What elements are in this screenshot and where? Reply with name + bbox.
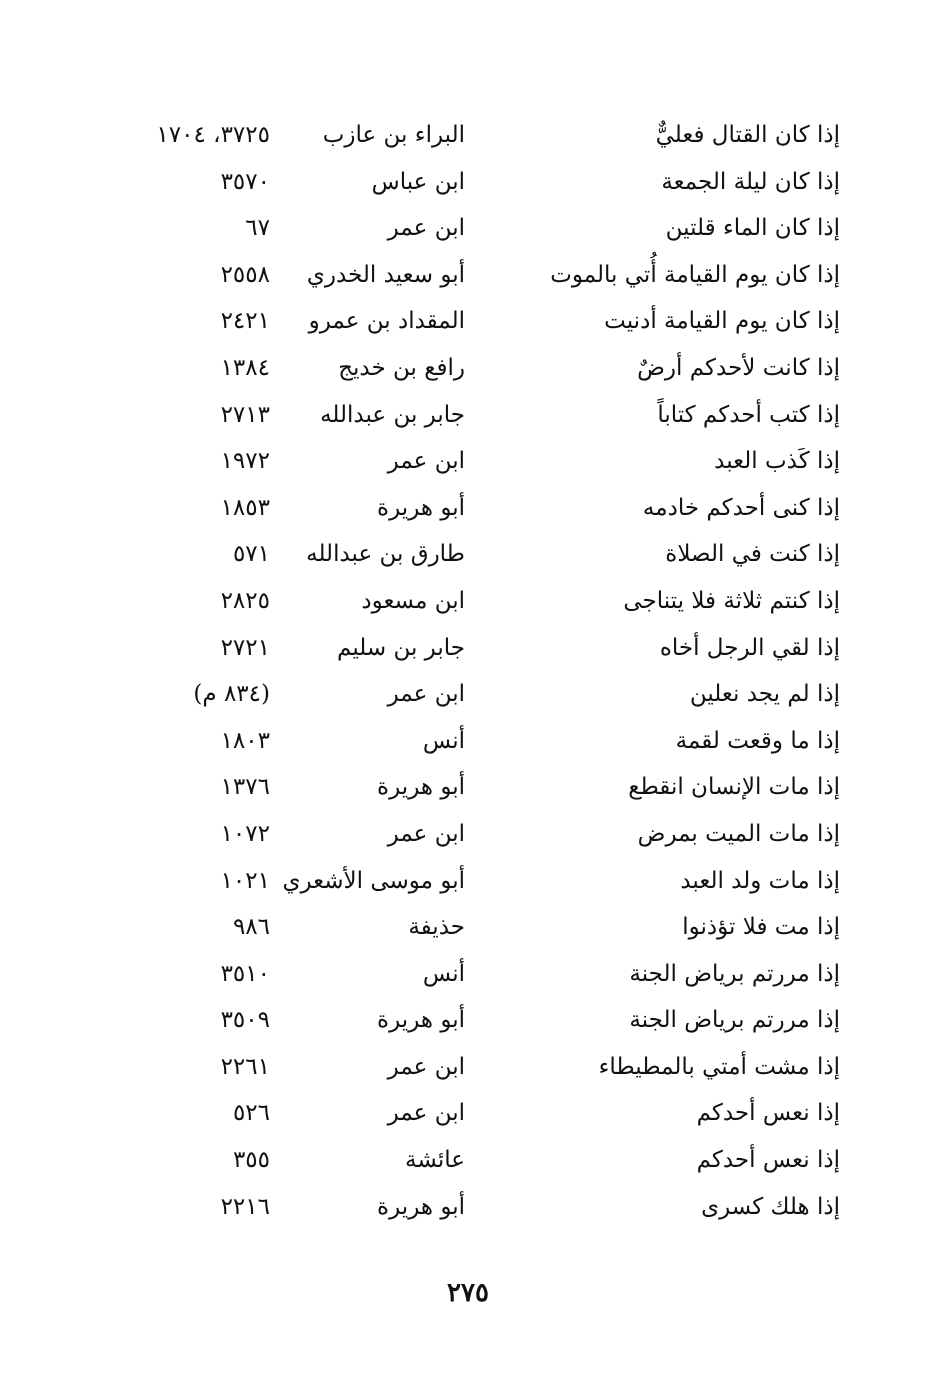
index-row <box>130 764 840 811</box>
narrator-name: طارق بن عبدالله <box>306 541 465 568</box>
hadith-text: إذا نعس أحدكم <box>696 1100 840 1127</box>
hadith-number: ٣٥٠٩ <box>220 1007 270 1034</box>
hadith-text: إذا مات ولد العبد <box>680 867 840 894</box>
index-row <box>130 1044 840 1091</box>
hadith-text: إذا كنى أحدكم خادمه <box>642 494 840 521</box>
hadith-number: ٢٤٢١ <box>220 308 270 335</box>
narrator-name: عائشة <box>405 1147 465 1174</box>
index-row <box>130 205 840 252</box>
hadith-text: إذا مات الإنسان انقطع <box>628 774 840 801</box>
index-row <box>130 392 840 439</box>
narrator-name: ابن عمر <box>387 820 465 847</box>
narrator-name: ابن عمر <box>387 681 465 708</box>
narrator-name: ابن مسعود <box>361 587 465 614</box>
hadith-text: إذا ما وقعت لقمة <box>675 727 840 754</box>
hadith-number: (٨٣٤ م) <box>193 681 270 708</box>
index-row <box>130 951 840 998</box>
hadith-number: ٣٥٧٠ <box>220 168 270 195</box>
index-row <box>130 112 840 159</box>
page-number: ٢٧٥ <box>447 1278 489 1308</box>
narrator-name: أنس <box>422 727 465 754</box>
hadith-text: إذا كان ليلة الجمعة <box>661 168 840 195</box>
hadith-number: ١٩٧٢ <box>220 448 270 475</box>
hadith-text: إذا مررتم برياض الجنة <box>629 1007 840 1034</box>
hadith-number: ٢٧٢١ <box>220 634 270 661</box>
hadith-text: إذا كان يوم القيامة أدنيت <box>604 308 840 335</box>
hadith-number: ٢٢١٦ <box>220 1193 270 1220</box>
hadith-text: إذا كنت في الصلاة <box>665 541 840 568</box>
hadith-text: إذا كَذب العبد <box>714 448 840 475</box>
hadith-text: إذا مررتم برياض الجنة <box>629 960 840 987</box>
hadith-number: ٦٧ <box>245 215 270 242</box>
hadith-number: ١٠٧٢ <box>220 820 270 847</box>
narrator-name: ابن عمر <box>387 1053 465 1080</box>
narrator-name: جابر بن عبدالله <box>320 401 465 428</box>
index-row <box>130 438 840 485</box>
index-row <box>130 1137 840 1184</box>
index-row <box>130 531 840 578</box>
hadith-number: ١٣٨٤ <box>220 354 270 381</box>
index-row <box>130 252 840 299</box>
hadith-number: ٢٧١٣ <box>220 401 270 428</box>
index-row <box>130 1090 840 1137</box>
hadith-number: ٩٨٦ <box>232 914 270 941</box>
narrator-name: أبو سعيد الخدري <box>306 261 465 288</box>
narrator-name: ابن عباس <box>371 168 465 195</box>
index-row <box>130 671 840 718</box>
hadith-text: إذا كتب أحدكم كتاباً <box>657 401 840 428</box>
narrator-name: أبو هريرة <box>377 494 465 521</box>
hadith-number: ١٨٥٣ <box>220 494 270 521</box>
narrator-name: المقداد بن عمرو <box>308 308 465 335</box>
narrator-name: أبو موسى الأشعري <box>282 867 465 894</box>
hadith-number: ٣٧٢٥، ١٧٠٤ <box>156 122 270 148</box>
hadith-text: إذا كنتم ثلاثة فلا يتناجى <box>623 587 840 614</box>
hadith-number: ٥٢٦ <box>232 1100 270 1127</box>
index-row <box>130 298 840 345</box>
hadith-number: ٢٥٥٨ <box>220 261 270 288</box>
hadith-number: ٢٢٦١ <box>220 1053 270 1080</box>
index-row <box>130 345 840 392</box>
narrator-name: رافع بن خديج <box>338 354 465 381</box>
narrator-name: البراء بن عازب <box>322 122 465 148</box>
index-row <box>130 625 840 672</box>
narrator-name: أبو هريرة <box>377 1193 465 1220</box>
narrator-name: أبو هريرة <box>377 774 465 801</box>
narrator-name: حذيفة <box>408 914 465 941</box>
narrator-name: أنس <box>422 960 465 987</box>
hadith-number: ٣٥٥ <box>232 1147 270 1174</box>
index-row <box>130 811 840 858</box>
index-row <box>130 159 840 206</box>
hadith-number: ١٠٢١ <box>220 867 270 894</box>
hadith-text: إذا مشت أمتي بالمطيطاء <box>598 1053 840 1080</box>
hadith-text: إذا مات الميت بمرض <box>637 820 840 847</box>
hadith-text: إذا كان يوم القيامة أُتي بالموت <box>550 261 840 288</box>
narrator-name: ابن عمر <box>387 1100 465 1127</box>
index-row <box>130 578 840 625</box>
index-row <box>130 1184 840 1231</box>
hadith-text: إذا كانت لأحدكم أرضٌ <box>637 354 840 381</box>
hadith-text: إذا لقي الرجل أخاه <box>659 634 840 661</box>
hadith-text: إذا نعس أحدكم <box>696 1147 840 1174</box>
index-row <box>130 718 840 765</box>
index-row <box>130 858 840 905</box>
narrator-name: جابر بن سليم <box>337 634 465 661</box>
index-row <box>130 997 840 1044</box>
hadith-number: ١٣٧٦ <box>220 774 270 801</box>
narrator-name: أبو هريرة <box>377 1007 465 1034</box>
hadith-text: إذا هلك كسرى <box>701 1193 840 1220</box>
index-row <box>130 904 840 951</box>
hadith-text: إذا كان الماء قلتين <box>665 215 840 242</box>
index-row <box>130 485 840 532</box>
hadith-index-table <box>130 112 840 1230</box>
hadith-text: إذا مت فلا تؤذنوا <box>682 914 840 941</box>
hadith-number: ٥٧١ <box>232 541 270 568</box>
hadith-text: إذا لم يجد نعلين <box>689 681 840 708</box>
hadith-number: ١٨٠٣ <box>220 727 270 754</box>
hadith-text: إذا كان القتال فعليٌّ <box>655 122 840 148</box>
narrator-name: ابن عمر <box>387 215 465 242</box>
narrator-name: ابن عمر <box>387 448 465 475</box>
hadith-number: ٣٥١٠ <box>220 960 270 987</box>
hadith-number: ٢٨٢٥ <box>220 587 270 614</box>
